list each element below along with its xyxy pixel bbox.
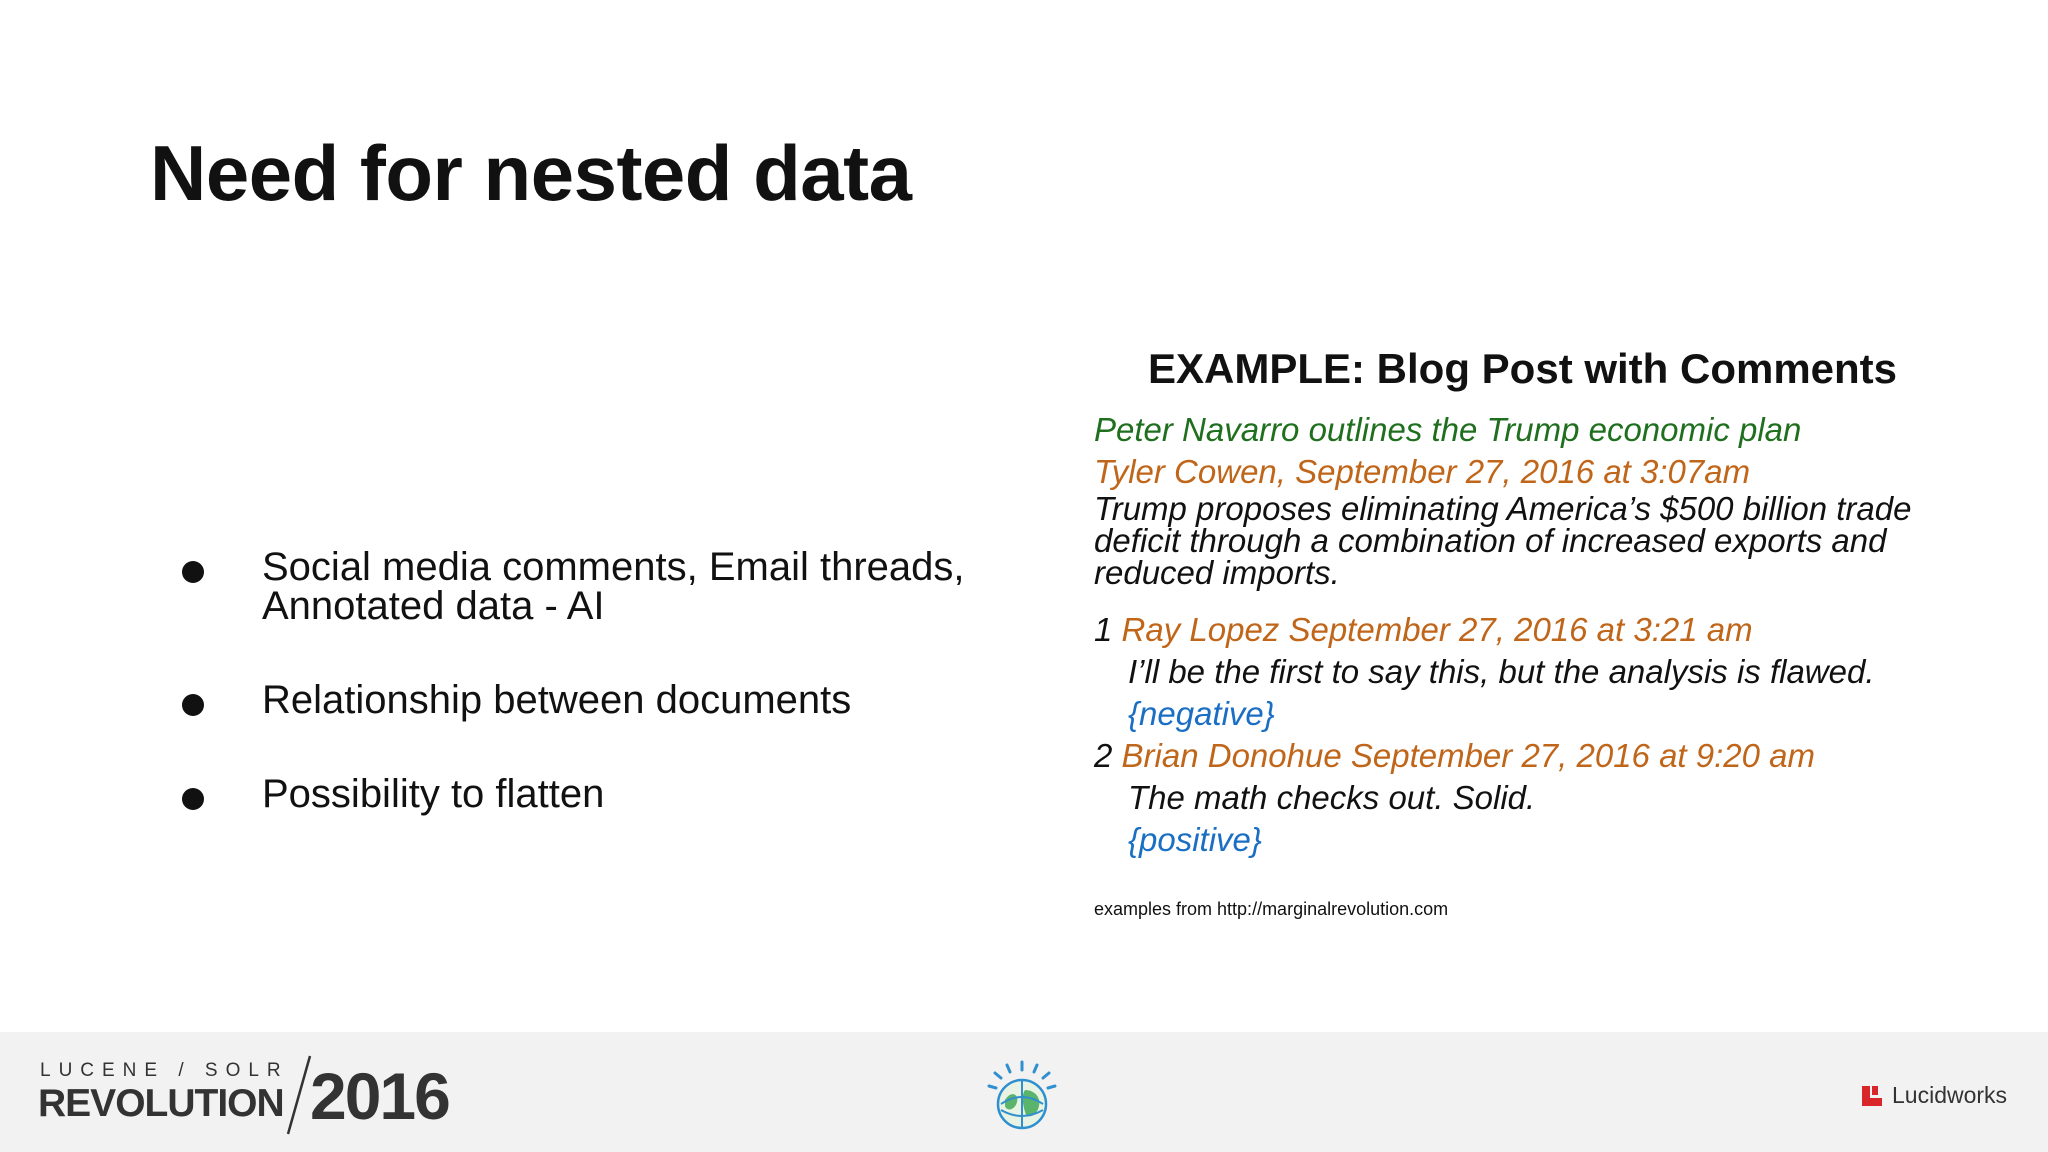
bullet-item [178,678,1048,722]
comment-text: I’ll be the first to say this, but the analysis is flawed. [1128,653,1875,690]
lucidworks-logo-icon [1860,1084,1884,1108]
post-body: Trump proposes eliminating America’s $500 billion trade deficit through a combination of increased exports and reduced imports. [1094,490,1912,591]
slide-title: Need for nested data [150,129,912,217]
bullet-dot-icon [182,788,204,810]
comment-header [1094,735,2014,777]
conference-logo [38,1060,468,1140]
bullet-dot-icon [182,561,204,583]
post-author: Tyler Cowen, September 27, 2016 at 3:07am [1094,453,1751,490]
comment [1094,735,2014,861]
comment-header [1094,609,2014,651]
comment-sentiment: {positive} [1128,821,1262,858]
bullet-dot-icon [182,694,204,716]
example-heading: EXAMPLE: Blog Post with Comments [1148,345,1898,392]
comment-number: 1 [1094,611,1113,648]
comment-sentiment: {negative} [1128,695,1275,732]
bullet-text: Possibility to flatten [262,772,605,816]
lucidworks-logo [1860,1082,2030,1114]
source-note: examples from http://marginalrevolution.com [1094,899,1449,919]
comment-meta: Brian Donohue September 27, 2016 at 9:20 am [1121,737,1815,774]
post-title: Peter Navarro outlines the Trump economic plan [1094,411,1802,448]
globe-icon [987,1060,1057,1132]
comment [1094,609,2014,735]
comment-meta: Ray Lopez September 27, 2016 at 3:21 am [1121,611,1753,648]
bullet-text: Relationship between documents [262,678,852,722]
conference-year: 2016 [310,1059,449,1133]
example-panel [1094,345,2014,920]
sponsor-name: Lucidworks [1892,1082,2008,1108]
comment-number: 2 [1094,737,1113,774]
bullet-item [178,772,1048,816]
bullet-text: Social media comments, Email threads, Annotated data - AI [262,545,965,628]
footer-bar [0,1032,2048,1152]
conference-top-text: LUCENE / SOLR [40,1060,289,1081]
comment-text: The math checks out. Solid. [1128,779,1536,816]
bullet-item [178,545,1048,628]
bullet-list [178,545,1048,816]
conference-main-text: REVOLUTION [38,1082,284,1125]
